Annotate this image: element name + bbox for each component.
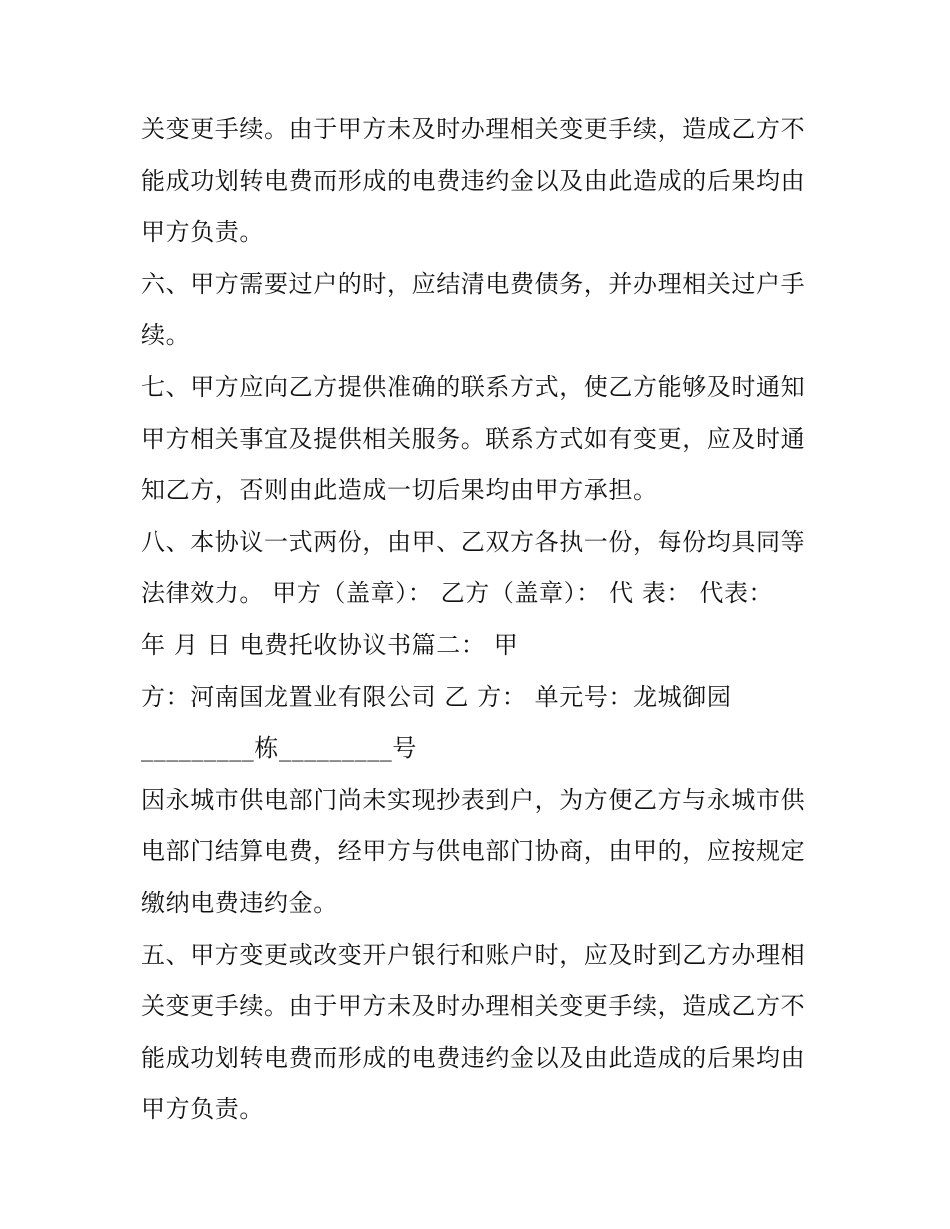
text-line: 甲方相关事宜及提供相关服务。联系方式如有变更，应及时通 — [141, 424, 806, 453]
document-body — [141, 104, 831, 1136]
text-line: 能成功划转电费而形成的电费违约金以及由此造成的后果均由 — [141, 1043, 806, 1072]
text-line: 关变更手续。由于甲方未及时办理相关变更手续，造成乙方不 — [141, 115, 806, 143]
text-line: 电部门结算电费，经甲方与供电部门协商，由甲的，应按规定 — [141, 837, 806, 866]
text-line: 年 月 日 电费托收协议书篇二： 甲 — [141, 630, 519, 659]
text-line: 关变更手续。由于甲方未及时办理相关变更手续，造成乙方不 — [141, 992, 806, 1021]
text-line: 六、甲方需要过户的时，应结清电费债务，并办理相关过户手 — [141, 269, 806, 298]
text-line: 知乙方，否则由此造成一切后果均由甲方承担。 — [141, 476, 658, 505]
text-line: 七、甲方应向乙方提供准确的联系方式，使乙方能够及时通知 — [141, 372, 806, 401]
text-line: 甲方负责。 — [141, 218, 264, 247]
text-line: 续。 — [141, 321, 191, 350]
text-line: 方：河南国龙置业有限公司 乙 方： 单元号：龙城御园 — [141, 682, 732, 711]
text-line: 缴纳电费违约金。 — [141, 888, 338, 917]
text-line: 五、甲方变更或改变开户银行和账户时，应及时到乙方办理相 — [141, 940, 806, 969]
text-line: 八、本协议一式两份，由甲、乙双方各执一份，每份均具同等 — [141, 527, 806, 556]
text-line: 法律效力。 甲方（盖章）： 乙方（盖章）： 代 表： 代表： — [141, 579, 774, 608]
text-line: 甲方负责。 — [141, 1095, 264, 1124]
text-line: _________栋_________号 — [141, 734, 417, 763]
text-line: 因永城市供电部门尚未实现抄表到户，为方便乙方与永城市供 — [141, 785, 806, 814]
text-line: 能成功划转电费而形成的电费违约金以及由此造成的后果均由 — [141, 166, 806, 195]
